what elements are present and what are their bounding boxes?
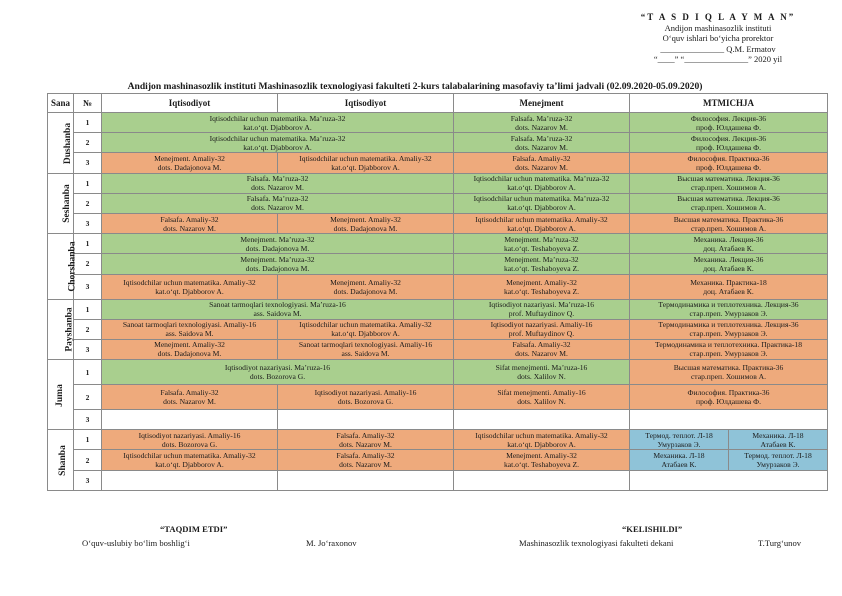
lesson-subject: Iqtisodiyot nazariyasi. Amaliy-16: [490, 320, 593, 330]
lesson-cell: [278, 410, 454, 430]
header-date: Sana: [48, 94, 74, 113]
lesson-teacher: dots. Nazarov M.: [251, 183, 304, 193]
lesson-teacher: dots. Nazarov M.: [163, 223, 216, 233]
lesson-subject: Высшая математика. Лекция-36: [677, 194, 780, 204]
lesson-cell: [630, 133, 828, 153]
lesson-teacher: стар.преп. Умурзаков Э.: [689, 329, 768, 339]
lesson-teacher: dots. Dadajonova M.: [157, 162, 222, 172]
lesson-teacher: доц. Атабаев К.: [703, 243, 754, 253]
lesson-subject: Iqtisodchilar uchun matematika. Amaliy-32: [475, 430, 608, 440]
lesson-teacher: стар.преп. Хошимов А.: [690, 183, 767, 193]
lesson-cell: [630, 470, 828, 490]
lesson-teacher: kat.o‘qt. Djabborov A.: [331, 162, 400, 172]
lesson-number: 3: [74, 153, 102, 173]
lesson-subject: Falsafa. Amaliy-32: [160, 214, 219, 224]
lesson-cell: [630, 410, 828, 430]
lesson-teacher: dots. Nazarov M.: [515, 349, 568, 359]
lesson-cell: [278, 385, 454, 410]
lesson-teacher: kat.o‘qt. Teshaboyeva Z.: [503, 263, 580, 273]
lesson-cell: [102, 360, 454, 385]
lesson-cell: [102, 234, 454, 254]
lesson-teacher: dots. Bozorova G.: [161, 439, 218, 449]
lesson-subject: Iqtisodiyot nazariyasi. Ma’ruza-16: [224, 363, 331, 373]
lesson-subject: Sifat menejmenti. Ma’ruza-16: [495, 363, 588, 373]
lesson-subject: Falsafa. Ma’ruza-32: [246, 174, 309, 184]
lesson-cell: [630, 213, 828, 233]
lesson-number: 3: [74, 213, 102, 233]
lesson-subject: Sifat menejmenti. Amaliy-16: [497, 388, 586, 398]
lesson-cell: [630, 319, 828, 339]
lesson-cell: [102, 193, 454, 213]
lesson-subject: Menejment. Amaliy-32: [506, 451, 577, 461]
lesson-cell: [630, 450, 729, 470]
lesson-cell: [102, 385, 278, 410]
schedule-row: [48, 385, 828, 410]
header-row: [48, 94, 828, 113]
lesson-teacher: проф. Юлдашева Ф.: [696, 122, 761, 132]
lesson-cell: [102, 254, 454, 274]
lesson-number: 2: [74, 133, 102, 153]
lesson-teacher: Умурзаков Э.: [756, 460, 800, 470]
lesson-subject: Menejment. Amaliy-32: [330, 277, 401, 287]
day-cell: [48, 234, 78, 299]
day-cell: [48, 113, 74, 174]
approval-line: O‘quv ishlari bo‘yicha prorektor: [662, 33, 774, 44]
lesson-teacher: dots. Bozorova G.: [337, 397, 394, 407]
lesson-teacher: dots. Nazarov M.: [339, 439, 392, 449]
schedule-row: [48, 299, 828, 319]
lesson-subject: Falsafa. Amaliy-32: [512, 153, 571, 163]
footer-right-name: T.Turg‘unov: [758, 538, 802, 548]
lesson-cell: [630, 339, 828, 359]
lesson-teacher: kat.o‘qt. Teshaboyeva Z.: [503, 460, 580, 470]
lesson-number: 3: [74, 470, 102, 490]
schedule-row: [48, 193, 828, 213]
lesson-cell: [102, 153, 278, 173]
schedule-title: Andijon mashinasozlik instituti Mashinasozlik texnologiyasi fakulteti 2-kurs talabalarining masofaviy ta’limi jadvali (02.09.2020-05.09.2020): [127, 81, 703, 92]
lesson-teacher: kat.o‘qt. Djabborov A.: [243, 142, 312, 152]
schedule-row: [48, 113, 828, 133]
day-cell: [48, 173, 74, 234]
day-cell: [48, 299, 74, 360]
lesson-subject: Iqtisodchilar uchun matematika. Ma’ruza-32: [473, 194, 610, 204]
lesson-cell: [102, 319, 278, 339]
lesson-number: 1: [74, 113, 102, 133]
header-group-management: Menejment: [454, 94, 630, 113]
lesson-cell: [278, 450, 454, 470]
lesson-cell: [278, 319, 454, 339]
lesson-teacher: доц. Атабаев К.: [703, 263, 754, 273]
lesson-cell: [454, 153, 630, 173]
day-cell: [48, 430, 74, 491]
lesson-teacher: dots. Bozorova G.: [249, 372, 306, 382]
lesson-teacher: dots. Nazarov M.: [251, 203, 304, 213]
lesson-cell: [278, 470, 454, 490]
lesson-cell: [102, 410, 278, 430]
lesson-cell: [454, 410, 630, 430]
schedule-row: [48, 173, 828, 193]
lesson-teacher: dots. Dadajonova M.: [157, 349, 222, 359]
schedule-row: [48, 319, 828, 339]
schedule-row: [48, 430, 828, 450]
lesson-teacher: kat.o‘qt. Djabborov A.: [331, 329, 400, 339]
lesson-cell: [278, 213, 454, 233]
schedule-row: [48, 234, 828, 254]
lesson-teacher: dots. Nazarov M.: [163, 397, 216, 407]
lesson-cell: [454, 339, 630, 359]
lesson-cell: [729, 430, 828, 450]
lesson-subject: Iqtisodiyot nazariyasi. Amaliy-16: [314, 388, 417, 398]
schedule-row: [48, 450, 828, 470]
header-group-economics-2: Iqtisodiyot: [278, 94, 454, 113]
schedule-row: [48, 410, 828, 430]
lesson-subject: Философия. Лекция-36: [690, 113, 767, 123]
lesson-teacher: kat.o‘qt. Djabborov A.: [155, 286, 224, 296]
lesson-subject: Термодинамика и теплотехника. Практика-18: [654, 340, 802, 350]
lesson-cell: [454, 274, 630, 299]
schedule-row: [48, 254, 828, 274]
lesson-subject: Menejment. Ma’ruza-32: [504, 234, 579, 244]
lesson-teacher: проф. Юлдашева Ф.: [696, 162, 761, 172]
lesson-subject: Механика. Лекция-36: [693, 254, 764, 264]
lesson-subject: Falsafa. Amaliy-32: [336, 451, 395, 461]
lesson-subject: Sanoat tarmoqlari texnologiyasi. Amaliy-16: [122, 320, 257, 330]
day-label: Chorshanba: [67, 241, 78, 292]
lesson-subject: Menejment. Amaliy-32: [154, 153, 225, 163]
lesson-number: 1: [74, 360, 102, 385]
lesson-cell: [102, 450, 278, 470]
lesson-cell: [454, 385, 630, 410]
lesson-cell: [454, 360, 630, 385]
lesson-cell: [102, 274, 278, 299]
lesson-subject: Iqtisodchilar uchun matematika. Ma’ruza-32: [209, 133, 346, 143]
lesson-subject: Высшая математика. Практика-36: [673, 214, 784, 224]
approval-heading: “T A S D I Q L A Y M A N”: [640, 12, 796, 22]
lesson-teacher: ass. Saidova M.: [341, 349, 390, 359]
header-group-mtmichja: MTMICHJA: [630, 94, 828, 113]
lesson-cell: [278, 274, 454, 299]
lesson-cell: [454, 133, 630, 153]
approval-line: _______________ Q.M. Ermatov: [660, 43, 776, 54]
lesson-subject: Iqtisodchilar uchun matematika. Amaliy-32: [123, 277, 256, 287]
lesson-subject: Menejment. Ma’ruza-32: [240, 234, 315, 244]
lesson-subject: Iqtisodchilar uchun matematika. Amaliy-32: [475, 214, 608, 224]
lesson-subject: Высшая математика. Практика-36: [673, 363, 784, 373]
lesson-number: 1: [74, 430, 102, 450]
lesson-teacher: ass. Saidova M.: [253, 309, 302, 319]
schedule-table: [47, 93, 828, 491]
lesson-number: 2: [74, 385, 102, 410]
footer-left-role: O‘quv-uslubiy bo‘lim boshlig‘i: [82, 538, 190, 548]
lesson-cell: [102, 173, 454, 193]
schedule-row: [48, 360, 828, 385]
schedule-body: [48, 113, 828, 491]
lesson-subject: Философия. Практика-36: [687, 153, 770, 163]
lesson-teacher: kat.o‘qt. Teshaboyeva Z.: [503, 286, 580, 296]
lesson-cell: [102, 470, 278, 490]
day-label: Seshanba: [61, 184, 72, 224]
lesson-subject: Термод. теплот. Л-18: [744, 451, 812, 461]
lesson-subject: Falsafa. Ma’ruza-32: [246, 194, 309, 204]
day-label: Shanba: [57, 445, 68, 476]
lesson-teacher: проф. Юлдашева Ф.: [696, 397, 761, 407]
lesson-teacher: Атабаев К.: [661, 460, 697, 470]
lesson-cell: [454, 254, 630, 274]
lesson-subject: Falsafa. Amaliy-32: [160, 388, 219, 398]
lesson-cell: [630, 173, 828, 193]
lesson-teacher: dots. Nazarov M.: [515, 162, 568, 172]
lesson-number: 1: [74, 173, 102, 193]
lesson-teacher: kat.o‘qt. Teshaboyeva Z.: [503, 243, 580, 253]
lesson-cell: [729, 450, 828, 470]
lesson-cell: [454, 213, 630, 233]
lesson-cell: [454, 470, 630, 490]
lesson-subject: Falsafa. Amaliy-32: [512, 340, 571, 350]
lesson-teacher: dots. Xalilov N.: [517, 397, 566, 407]
day-label: Juma: [54, 383, 65, 407]
lesson-cell: [278, 339, 454, 359]
lesson-subject: Menejment. Ma’ruza-32: [504, 254, 579, 264]
lesson-cell: [454, 319, 630, 339]
lesson-cell: [454, 173, 630, 193]
lesson-cell: [278, 153, 454, 173]
footer-right-heading: “KELISHILDI”: [622, 524, 683, 534]
lesson-cell: [454, 113, 630, 133]
lesson-number: 3: [74, 274, 102, 299]
lesson-teacher: стар.преп. Хошимов А.: [690, 372, 767, 382]
lesson-cell: [454, 234, 630, 254]
lesson-teacher: Атабаев К.: [760, 439, 796, 449]
lesson-teacher: dots. Nazarov M.: [515, 122, 568, 132]
lesson-teacher: kat.o‘qt. Djabborov A.: [507, 203, 576, 213]
lesson-teacher: стар.преп. Умурзаков Э.: [689, 349, 768, 359]
lesson-number: 2: [74, 254, 102, 274]
lesson-subject: Sanoat tarmoqlari texnologiyasi. Ma’ruza-16: [209, 300, 346, 310]
footer-left-heading: “TAQDIM ETDI”: [160, 524, 228, 534]
lesson-subject: Философия. Лекция-36: [690, 133, 767, 143]
schedule-row: [48, 274, 828, 299]
lesson-teacher: стар.преп. Хошимов А.: [690, 203, 767, 213]
lesson-subject: Sanoat tarmoqlari texnologiyasi. Amaliy-16: [298, 340, 433, 350]
schedule-row: [48, 213, 828, 233]
lesson-teacher: ass. Saidova M.: [165, 329, 214, 339]
schedule-row: [48, 133, 828, 153]
lesson-subject: Механика. Л-18: [653, 451, 705, 461]
lesson-cell: [630, 385, 828, 410]
lesson-subject: Высшая математика. Лекция-36: [677, 174, 780, 184]
lesson-cell: [630, 274, 828, 299]
lesson-cell: [630, 430, 729, 450]
lesson-teacher: dots. Dadajonova M.: [245, 263, 310, 273]
lesson-subject: Iqtisodchilar uchun matematika. Ma’ruza-32: [473, 174, 610, 184]
lesson-cell: [630, 113, 828, 133]
lesson-teacher: стар.преп. Хошимов А.: [690, 223, 767, 233]
lesson-subject: Iqtisodchilar uchun matematika. Ma’ruza-32: [209, 113, 346, 123]
lesson-teacher: kat.o‘qt. Djabborov A.: [507, 223, 576, 233]
lesson-subject: Механика. Практика-18: [690, 277, 767, 287]
lesson-cell: [630, 360, 828, 385]
lesson-teacher: проф. Юлдашева Ф.: [696, 142, 761, 152]
lesson-teacher: prof. Muftaydinov Q.: [508, 309, 575, 319]
lesson-teacher: доц. Атабаев К.: [703, 286, 754, 296]
lesson-teacher: kat.o‘qt. Djabborov A.: [155, 460, 224, 470]
lesson-teacher: kat.o‘qt. Djabborov A.: [243, 122, 312, 132]
schedule-row: [48, 153, 828, 173]
lesson-number: 2: [74, 450, 102, 470]
lesson-subject: Falsafa. Ma’ruza-32: [510, 113, 573, 123]
lesson-teacher: dots. Dadajonova M.: [245, 243, 310, 253]
lesson-number: 2: [74, 193, 102, 213]
lesson-subject: Термодинамика и теплотехника. Лекция-36: [658, 300, 799, 310]
lesson-teacher: dots. Nazarov M.: [339, 460, 392, 470]
lesson-subject: Iqtisodchilar uchun matematika. Amaliy-32: [299, 153, 432, 163]
footer-left-name: M. Jo‘raxonov: [306, 538, 357, 548]
lesson-number: 3: [74, 410, 102, 430]
lesson-cell: [278, 430, 454, 450]
lesson-teacher: dots. Dadajonova M.: [333, 223, 398, 233]
lesson-subject: Философия. Практика-36: [687, 388, 770, 398]
lesson-cell: [102, 113, 454, 133]
lesson-cell: [630, 299, 828, 319]
schedule-row: [48, 470, 828, 490]
lesson-subject: Термод. теплот. Л-18: [645, 430, 713, 440]
lesson-teacher: стар.преп. Умурзаков Э.: [689, 309, 768, 319]
lesson-teacher: kat.o‘qt. Djabborov A.: [507, 439, 576, 449]
lesson-cell: [630, 254, 828, 274]
lesson-cell: [630, 234, 828, 254]
schedule-row: [48, 339, 828, 359]
lesson-teacher: kat.o‘qt. Djabborov A.: [507, 183, 576, 193]
lesson-subject: Механика. Л-18: [752, 430, 804, 440]
lesson-cell: [454, 299, 630, 319]
lesson-teacher: dots. Dadajonova M.: [333, 286, 398, 296]
lesson-cell: [454, 193, 630, 213]
lesson-teacher: prof. Muftaydinov Q.: [508, 329, 575, 339]
lesson-subject: Iqtisodchilar uchun matematika. Amaliy-32: [123, 451, 256, 461]
lesson-cell: [102, 430, 278, 450]
lesson-cell: [102, 133, 454, 153]
lesson-teacher: dots. Nazarov M.: [515, 142, 568, 152]
lesson-subject: Iqtisodiyot nazariyasi. Ma’ruza-16: [488, 300, 595, 310]
lesson-number: 1: [74, 234, 102, 254]
lesson-cell: [102, 339, 278, 359]
lesson-subject: Iqtisodiyot nazariyasi. Amaliy-16: [138, 430, 241, 440]
lesson-subject: Iqtisodchilar uchun matematika. Amaliy-32: [299, 320, 432, 330]
lesson-subject: Термодинамика и теплотехника. Лекция-36: [658, 320, 799, 330]
lesson-number: 2: [74, 319, 102, 339]
lesson-subject: Menejment. Amaliy-32: [154, 340, 225, 350]
lesson-cell: [630, 193, 828, 213]
lesson-teacher: dots. Xalilov N.: [517, 372, 566, 382]
lesson-cell: [102, 213, 278, 233]
lesson-cell: [630, 153, 828, 173]
header-number: №: [74, 94, 102, 113]
lesson-subject: Menejment. Amaliy-32: [330, 214, 401, 224]
lesson-number: 3: [74, 339, 102, 359]
lesson-subject: Menejment. Amaliy-32: [506, 277, 577, 287]
lesson-subject: Механика. Лекция-36: [693, 234, 764, 244]
approval-block: [618, 12, 818, 65]
lesson-number: 1: [74, 299, 102, 319]
lesson-cell: [454, 450, 630, 470]
day-label: Payshanba: [64, 307, 75, 352]
lesson-subject: Falsafa. Ma’ruza-32: [510, 133, 573, 143]
footer-right-role: Mashinasozlik texnologiyasi fakulteti dekani: [519, 538, 674, 548]
lesson-subject: Falsafa. Amaliy-32: [336, 430, 395, 440]
approval-line: Andijon mashinasozlik instituti: [664, 22, 772, 33]
lesson-cell: [454, 430, 630, 450]
lesson-subject: Menejment. Ma’ruza-32: [240, 254, 315, 264]
lesson-teacher: Умурзаков Э.: [657, 439, 701, 449]
header-group-economics-1: Iqtisodiyot: [102, 94, 278, 113]
day-cell: [48, 360, 74, 430]
lesson-cell: [102, 299, 454, 319]
day-label: Dushanba: [63, 122, 74, 164]
approval-line: “____” “_______________” 2020 yil: [653, 54, 783, 65]
